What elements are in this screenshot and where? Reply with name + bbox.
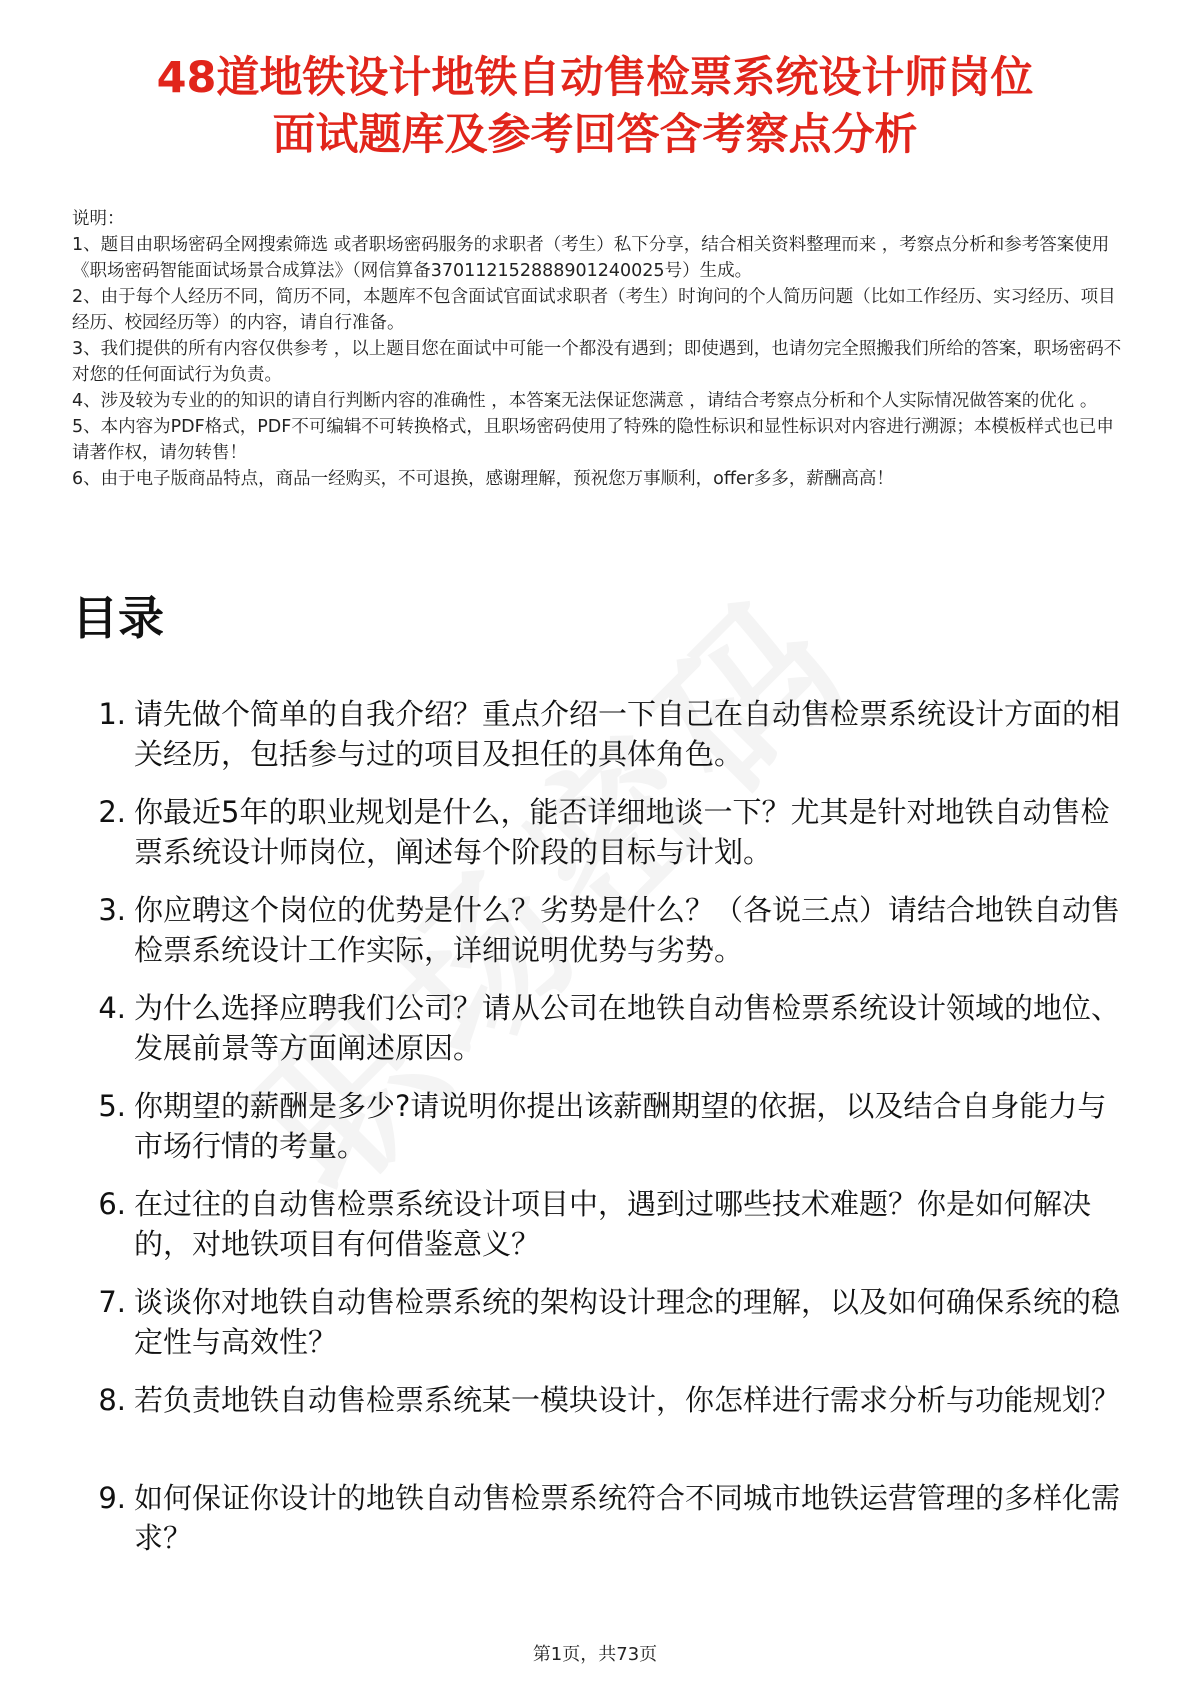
note-item: 4、涉及较为专业的的知识的请自行判断内容的准确性 ，本答案无法保证您满意 ，请结合考察点分析和个人实际情况做答案的优化 。	[72, 391, 1098, 411]
toc-item-number: 8.	[98, 1383, 126, 1417]
toc-list	[72, 694, 1132, 1576]
note-item: 3、我们提供的所有内容仅供参考 ，以上题目您在面试中可能一个都没有遇到；即使遇到，也请勿完全照搬我们所给的答案，职场密码不对您的任何面试行为负责。	[72, 339, 1122, 385]
toc-item-text: 在过往的自动售检票系统设计项目中，遇到过哪些技术难题？你是如何解决的，对地铁项目有何借鉴意义？	[134, 1187, 1092, 1261]
toc-item-number: 6.	[98, 1187, 126, 1221]
toc-item-number: 3.	[98, 893, 126, 927]
note-item: 1、题目由职场密码全网搜索筛选 或者职场密码服务的求职者（考生）私下分享，结合相关资料整理而来 ，考察点分析和参考答案使用《职场密码智能面试场景合成算法》（网信算备370112152888901240025号）生成。	[72, 235, 1110, 281]
toc-item-number: 7.	[98, 1285, 126, 1319]
toc-item-text: 请先做个简单的自我介绍？重点介绍一下自己在自动售检票系统设计方面的相关经历，包括参与过的项目及担任的具体角色。	[134, 697, 1121, 771]
toc-heading: 目录	[72, 591, 164, 645]
toc-item[interactable]	[72, 890, 1132, 970]
toc-item-text: 你最近5年的职业规划是什么，能否详细地谈一下？尤其是针对地铁自动售检票系统设计师岗位，阐述每个阶段的目标与计划。	[134, 795, 1110, 869]
toc-item-text: 如何保证你设计的地铁自动售检票系统符合不同城市地铁运营管理的多样化需求？	[134, 1481, 1121, 1555]
notes-section	[72, 206, 1122, 492]
note-item: 6、由于电子版商品特点，商品一经购买，不可退换，感谢理解，预祝您万事顺利，offer多多，薪酬高高！	[72, 469, 894, 489]
toc-item-text: 你应聘这个岗位的优势是什么？劣势是什么？（各说三点）请结合地铁自动售检票系统设计工作实际，详细说明优势与劣势。	[134, 893, 1121, 967]
toc-item-text: 你期望的薪酬是多少?请说明你提出该薪酬期望的依据，以及结合自身能力与市场行情的考量。	[134, 1089, 1107, 1163]
document-title	[40, 50, 1150, 164]
toc-item-number: 5.	[98, 1089, 126, 1123]
toc-item[interactable]	[72, 1478, 1132, 1558]
toc-item[interactable]	[72, 988, 1132, 1068]
toc-item-number: 2.	[98, 795, 126, 829]
note-item: 5、本内容为PDF格式，PDF不可编辑不可转换格式，且职场密码使用了特殊的隐性标识和显性标识对内容进行溯源；本模板样式也已申请著作权，请勿转售！	[72, 417, 1114, 463]
toc-item[interactable]	[72, 1380, 1132, 1460]
toc-item-number: 1.	[98, 697, 126, 731]
toc-item[interactable]	[72, 1086, 1132, 1166]
toc-item[interactable]	[72, 792, 1132, 872]
notes-heading: 说明：	[72, 209, 125, 229]
toc-item[interactable]	[72, 1184, 1132, 1264]
toc-item-number: 9.	[98, 1481, 126, 1515]
toc-item-text: 谈谈你对地铁自动售检票系统的架构设计理念的理解，以及如何确保系统的稳定性与高效性？	[134, 1285, 1121, 1359]
toc-item[interactable]	[72, 694, 1132, 774]
toc-item-text: 若负责地铁自动售检票系统某一模块设计，你怎样进行需求分析与功能规划？	[134, 1383, 1121, 1417]
toc-item[interactable]	[72, 1282, 1132, 1362]
toc-item-text: 为什么选择应聘我们公司？请从公司在地铁自动售检票系统设计领域的地位、发展前景等方面阐述原因。	[134, 991, 1121, 1065]
toc-item-number: 4.	[98, 991, 126, 1025]
note-item: 2、由于每个人经历不同，简历不同，本题库不包含面试官面试求职者（考生）时询问的个人简历问题（比如工作经历、实习经历、项目经历、校园经历等）的内容，请自行准备。	[72, 287, 1116, 333]
title-line-2: 面试题库及参考回答含考察点分析	[272, 110, 918, 160]
page-footer: 第1页，共73页	[532, 1644, 658, 1665]
title-line-1: 48道地铁设计地铁自动售检票系统设计师岗位	[156, 53, 1034, 103]
